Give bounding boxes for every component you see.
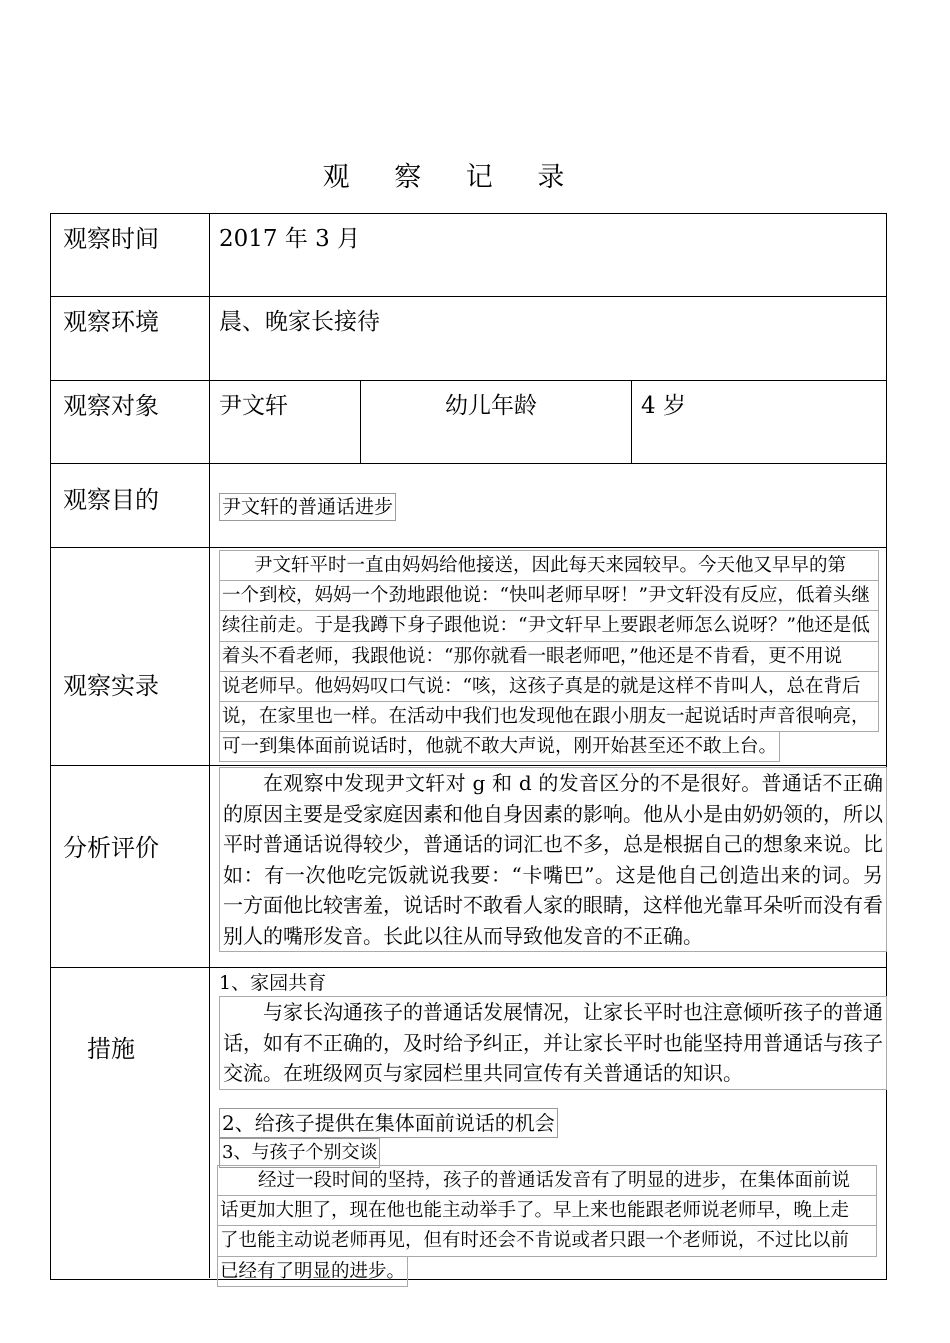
measure-item-3: 3、与孩子个别交谈	[219, 1138, 380, 1168]
record-line: 说老师早。他妈妈叹口气说：“咳，这孩子真是的就是这样不肯叫人，总在背后	[219, 671, 879, 702]
column-divider	[209, 214, 210, 1278]
row-divider	[51, 547, 886, 548]
row-divider	[51, 296, 886, 297]
result-line: 已经有了明显的进步。	[217, 1256, 408, 1287]
record-line: 说，在家里也一样。在活动中我们也发现他在跟小朋友一起说话时声音很响亮，	[219, 701, 879, 732]
purpose-label: 观察目的	[63, 486, 159, 514]
row-divider	[51, 967, 886, 968]
age-label: 幼儿年龄	[445, 393, 537, 419]
record-line: 可一到集体面前说话时，他就不敢大声说，刚开始甚至还不敢上台。	[219, 731, 780, 762]
result-line: 经过一段时间的坚持，孩子的普通话发音有了明显的进步，在集体面前说	[217, 1165, 877, 1196]
result-line: 了也能主动说老师再见，但有时还会不肯说或者只跟一个老师说，不过比以前	[217, 1225, 877, 1256]
measure-item-1-title: 1、家园共育	[219, 972, 327, 994]
measure-item-1-text: 与家长沟通孩子的普通话发展情况，让家长平时也注意倾听孩子的普通话，如有不正确的，及时给予纠正，并让家长平时也能坚持用普通话与孩子交流。在班级网页与家园栏里共同宣传有关普通话的知识。	[219, 996, 887, 1090]
record-line: 着头不看老师，我跟他说：“那你就看一眼老师吧，”他还是不肯看，更不用说	[219, 641, 879, 672]
record-text	[219, 550, 879, 761]
analysis-label: 分析评价	[63, 834, 159, 862]
column-divider	[631, 380, 632, 464]
record-label: 观察实录	[63, 672, 159, 700]
row-divider	[51, 463, 886, 464]
analysis-text: 在观察中发现尹文轩对 g 和 d 的发音区分的不是很好。普通话不正确的原因主要是受家庭因素和他自身因素的影响。他从小是由奶奶领的，所以平时普通话说得较少，普通话的词汇也不多，总是根据自己的想象来说。比如：有一次他吃完饭就说我要：“卡嘴巴”。这是他自己创造出来的词。另一方面他比较害羞，说话时不敢看人家的眼睛，这样他光靠耳朵听而没有看别人的嘴形发音。长此以往从而导致他发音的不正确。	[219, 767, 887, 952]
column-divider	[360, 380, 361, 464]
record-line: 一个到校，妈妈一个劲地跟他说：“快叫老师早呀！”尹文轩没有反应，低着头继	[219, 580, 879, 611]
environment-label: 观察环境	[63, 308, 159, 336]
time-value: 2017 年 3 月	[219, 226, 361, 252]
measures-result	[217, 1165, 877, 1286]
result-line: 话更加大胆了，现在他也能主动举手了。早上来也能跟老师说老师早，晚上走	[217, 1195, 877, 1226]
purpose-value: 尹文轩的普通话进步	[219, 493, 396, 521]
row-divider	[51, 765, 886, 766]
page-title: 观 察 记 录	[322, 162, 583, 193]
environment-value: 晨、晚家长接待	[219, 309, 380, 335]
record-line: 尹文轩平时一直由妈妈给他接送，因此每天来园较早。今天他又早早的第	[219, 550, 879, 581]
subject-name: 尹文轩	[219, 393, 288, 419]
observation-form	[50, 213, 887, 1280]
age-value: 4 岁	[641, 393, 686, 419]
time-label: 观察时间	[63, 225, 159, 253]
row-divider	[51, 380, 886, 381]
record-line: 续往前走。于是我蹲下身子跟他说：“尹文轩早上要跟老师怎么说呀？”他还是低	[219, 610, 879, 641]
measure-item-2: 2、给孩子提供在集体面前说话的机会	[219, 1108, 558, 1138]
measures-label: 措施	[87, 1035, 135, 1063]
subject-label: 观察对象	[63, 392, 159, 420]
